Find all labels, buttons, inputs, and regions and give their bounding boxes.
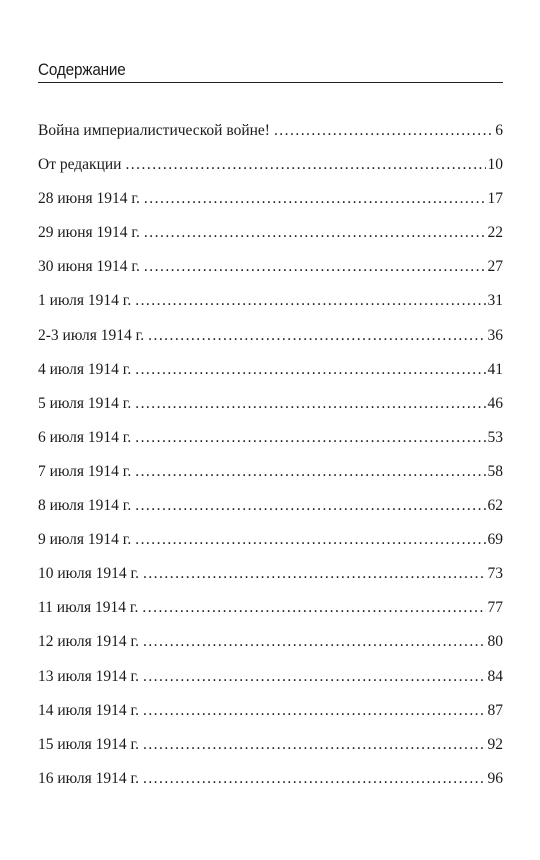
toc-entry-page: 17 — [487, 190, 503, 208]
heading-rule — [38, 82, 503, 83]
toc-entry — [38, 530, 503, 564]
toc-entry-title: 29 июня 1914 г. — [38, 224, 140, 242]
toc-entry-page: 87 — [487, 701, 503, 719]
toc-entry-page: 73 — [487, 565, 503, 583]
toc-entry-page: 31 — [487, 292, 503, 310]
toc-entry-page: 84 — [487, 667, 503, 685]
toc-entry-title: 14 июля 1914 г. — [38, 701, 139, 719]
toc-entry — [38, 598, 503, 632]
toc-entry-page: 10 — [487, 156, 503, 174]
toc-entry-title: 10 июля 1914 г. — [38, 565, 139, 583]
toc-entry — [38, 189, 503, 223]
toc-entry — [38, 632, 503, 666]
toc-entry-title: 2-3 июля 1914 г. — [38, 326, 145, 344]
toc-entry-title: 16 июля 1914 г. — [38, 769, 139, 787]
toc-dot-leader — [274, 121, 493, 141]
toc-entry — [38, 257, 503, 291]
toc-entry-title: 11 июля 1914 г. — [38, 599, 139, 617]
toc-entry-page: 6 — [495, 122, 503, 139]
toc-entry — [38, 735, 503, 769]
toc-dot-leader — [143, 701, 486, 721]
toc-entry-page: 80 — [487, 633, 503, 651]
toc-entry-title: Война империалистической войне! — [38, 122, 270, 139]
toc-entry — [38, 769, 503, 803]
toc-entry — [38, 291, 503, 325]
toc-dot-leader — [142, 598, 485, 618]
toc-entry — [38, 394, 503, 428]
toc-entry-title: 12 июля 1914 г. — [38, 633, 139, 651]
toc-entry — [38, 701, 503, 735]
toc-dot-leader — [144, 189, 486, 209]
toc-entry-title: 13 июля 1914 г. — [38, 667, 139, 685]
toc-entry-page: 53 — [487, 428, 503, 446]
toc-entry-page: 62 — [487, 497, 503, 515]
toc-dot-leader — [144, 257, 486, 277]
toc-entry-title: 8 июля 1914 г. — [38, 497, 132, 515]
toc-entry-page: 41 — [487, 360, 503, 378]
toc-entry-page: 96 — [487, 769, 503, 787]
toc-dot-leader — [148, 326, 485, 346]
toc-entry-page: 77 — [487, 599, 503, 617]
toc-dot-leader — [135, 291, 485, 311]
toc-entry-page: 22 — [487, 224, 503, 242]
toc-entry — [38, 360, 503, 394]
toc-dot-leader — [143, 564, 486, 584]
toc-entry-title: От редакции — [38, 156, 122, 174]
toc-entry — [38, 496, 503, 530]
toc-dot-leader — [135, 394, 485, 414]
toc-dot-leader — [144, 223, 486, 243]
toc-entry-title: 5 июля 1914 г. — [38, 394, 132, 412]
toc-entry — [38, 428, 503, 462]
toc-entry-title: 28 июня 1914 г. — [38, 190, 140, 208]
toc-dot-leader — [135, 530, 485, 550]
toc-entry — [38, 121, 503, 155]
toc-entry-title: 30 июня 1914 г. — [38, 258, 140, 276]
toc-entry-title: 7 июля 1914 г. — [38, 462, 132, 480]
toc-entry-page: 27 — [487, 258, 503, 276]
toc-entry — [38, 462, 503, 496]
toc-dot-leader — [143, 735, 486, 755]
toc-entry-title: 6 июля 1914 г. — [38, 428, 132, 446]
toc-dot-leader — [135, 462, 485, 482]
toc-entry — [38, 326, 503, 360]
toc-entry — [38, 223, 503, 257]
toc-entry — [38, 667, 503, 701]
toc-entry-title: 15 июля 1914 г. — [38, 735, 139, 753]
toc-entry-title: 1 июля 1914 г. — [38, 292, 132, 310]
toc-entry-page: 58 — [487, 462, 503, 480]
toc-dot-leader — [143, 667, 486, 687]
table-of-contents — [38, 121, 503, 803]
toc-entry — [38, 564, 503, 598]
toc-entry-page: 69 — [487, 531, 503, 549]
toc-dot-leader — [135, 428, 485, 448]
page-title: Содержание — [38, 60, 126, 79]
toc-entry-title: 4 июля 1914 г. — [38, 360, 132, 378]
toc-dot-leader — [143, 632, 486, 652]
toc-dot-leader — [125, 155, 485, 175]
toc-dot-leader — [135, 360, 485, 380]
toc-entry-page: 92 — [487, 735, 503, 753]
toc-dot-leader — [143, 769, 486, 789]
toc-entry — [38, 155, 503, 189]
toc-dot-leader — [135, 496, 485, 516]
toc-entry-title: 9 июля 1914 г. — [38, 531, 132, 549]
toc-entry-page: 36 — [487, 326, 503, 344]
toc-entry-page: 46 — [487, 394, 503, 412]
